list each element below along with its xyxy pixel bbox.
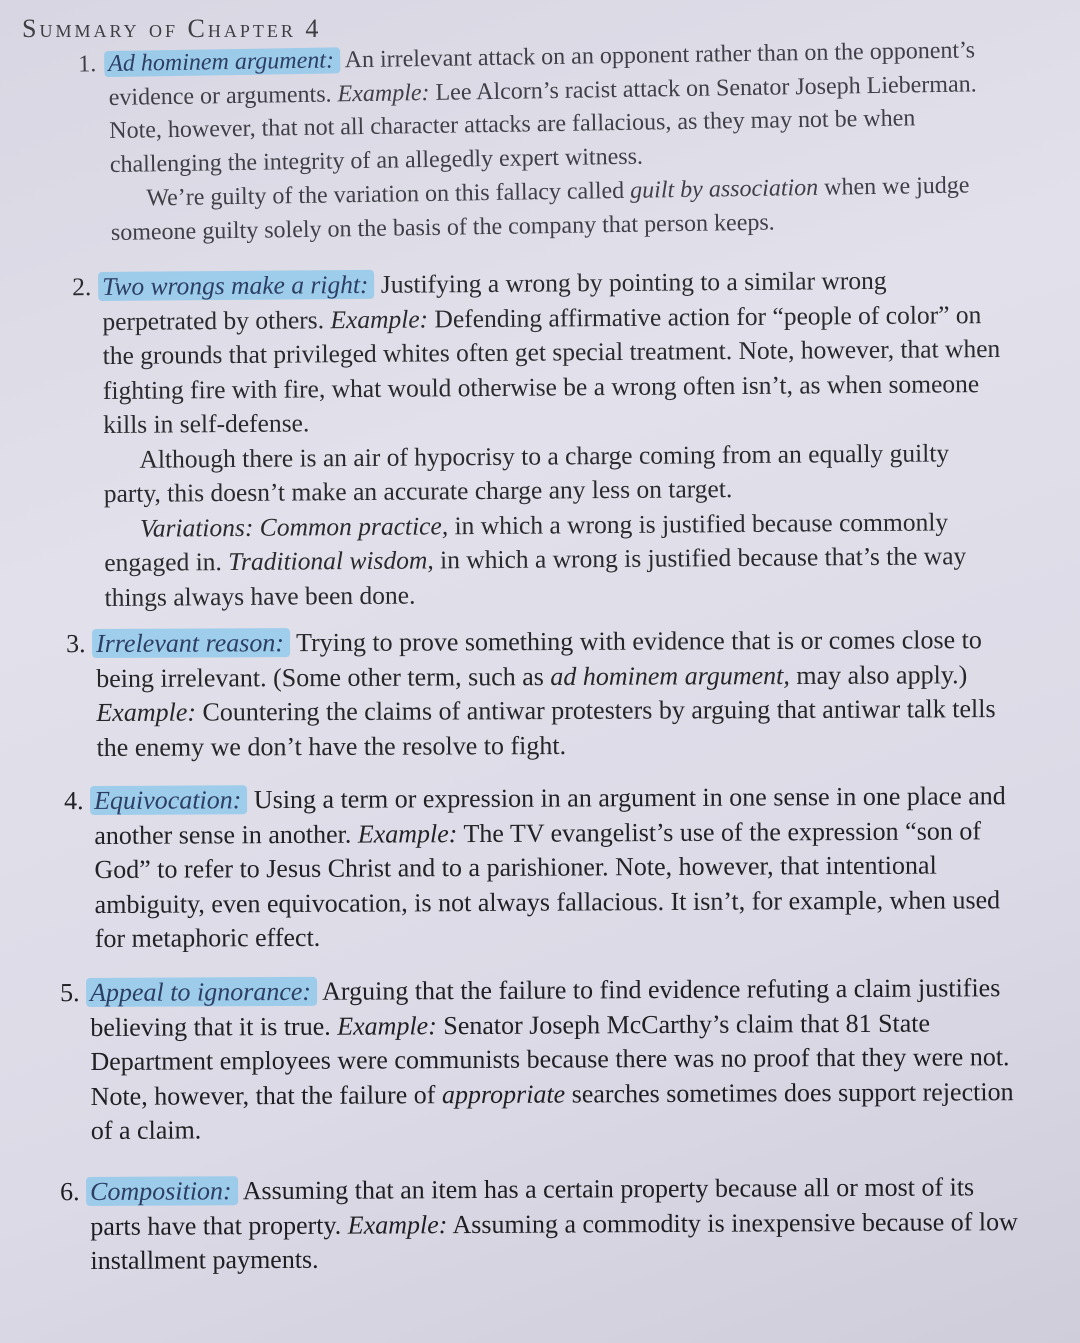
summary-item-4 bbox=[64, 779, 1013, 957]
summary-item-5 bbox=[60, 971, 1019, 1149]
item-paragraph: Equivocation: Using a term or expression in an argument in one sense in one place and another sense in another. Example: The TV evangelist’s use of the expression “son of God” to refer to Jesus Christ and to a parishioner. Note, however, that intentional ambiguity, even equivocation, is not always fallacious. It isn’t, for example, when used for metaphoric effect. bbox=[94, 779, 1013, 957]
chapter-summary-title: Summary of Chapter 4 bbox=[22, 14, 322, 43]
item-paragraph: We’re guilty of the variation on this fallacy called guilt by association when we judge someone guilty solely on the basis of the company that person keeps. bbox=[110, 172, 970, 246]
variation-term: guilt by association bbox=[629, 174, 819, 204]
item-paragraph: Variations: Common practice, in which a wrong is justified because commonly engaged in. Traditional wisdom, in which a wrong is justified because that’s the way things always have been done. bbox=[104, 506, 967, 612]
item-paragraph: Although there is an air of hypocrisy to a charge coming from an equally guilty party, this doesn’t make an accurate charge any less on target. bbox=[103, 437, 950, 508]
item-paragraph: Composition: Assuming that an item has a certain property because all or most of its parts have that property. Example: Assuming a commodity is inexpensive because of low installment payments. bbox=[90, 1170, 1025, 1279]
item-number: 4. bbox=[64, 786, 84, 816]
example-label: Example: bbox=[96, 697, 197, 728]
item-number: 3. bbox=[66, 629, 86, 659]
item-paragraph: Two wrongs make a right: Justifying a wrong by pointing to a similar wrong perpetrated by others. Example: Defending affirmative action for “people of color” on the grounds that privileged whites often get special treatment. Note, however, that when fighting fire with fire, what would otherwise be a wrong often isn’t, as when someone kills in self-defense. bbox=[102, 263, 1001, 443]
summary-item-2 bbox=[72, 263, 1003, 615]
summary-item-3 bbox=[66, 623, 1003, 765]
highlighted-term: Appeal to ignorance: bbox=[86, 977, 317, 1007]
summary-item-6 bbox=[60, 1170, 1025, 1279]
item-paragraph: Ad hominem argument: An irrelevant attack on an opponent rather than on the opponent’s evidence or arguments. Example: Lee Alcorn’s racist attack on Senator Joseph Lieberman. Note, however, that not all character attacks are fallacious, as they may not be when challenging the integrity of an allegedly expert witness. bbox=[108, 34, 1000, 183]
variation-term: Traditional wisdom, bbox=[228, 545, 434, 577]
highlighted-term: Two wrongs make a right: bbox=[98, 270, 375, 301]
variations-label: Variations: Common practice, bbox=[139, 510, 449, 543]
highlighted-term: Ad hominem argument: bbox=[104, 47, 340, 77]
highlighted-term: Irrelevant reason: bbox=[92, 628, 290, 658]
example-label: Example: bbox=[357, 818, 458, 849]
item-paragraph: Irrelevant reason: Trying to prove something with evidence that is or comes close to being irrelevant. (Some other term, such as ad hominem argument, may also apply.) Example: Countering the claims of antiwar protesters by arguing that antiwar talk tells the enemy we don’t have the resolve to fight. bbox=[96, 623, 1003, 765]
example-label: Example: bbox=[347, 1209, 448, 1240]
item-number: 5. bbox=[60, 978, 80, 1008]
emphasized-word: appropriate bbox=[441, 1079, 566, 1109]
item-number: 6. bbox=[60, 1177, 80, 1207]
item-number: 2. bbox=[72, 272, 92, 302]
summary-item-1 bbox=[78, 34, 1001, 250]
item-paragraph: Appeal to ignorance: Arguing that the failure to find evidence refuting a claim justifies believing that it is true. Example: Senator Joseph McCarthy’s claim that 81 State Department employees were communists because there was no proof that they were not. Note, however, that the failure of appropriate searches sometimes does support rejection of a claim. bbox=[90, 971, 1019, 1149]
example-label: Example: bbox=[330, 303, 429, 334]
inline-term: ad hominem argument, bbox=[550, 660, 790, 691]
highlighted-term: Equivocation: bbox=[90, 785, 247, 815]
example-label: Example: bbox=[337, 79, 430, 108]
example-label: Example: bbox=[337, 1010, 437, 1041]
highlighted-term: Composition: bbox=[86, 1176, 238, 1206]
item-number: 1. bbox=[78, 51, 97, 78]
